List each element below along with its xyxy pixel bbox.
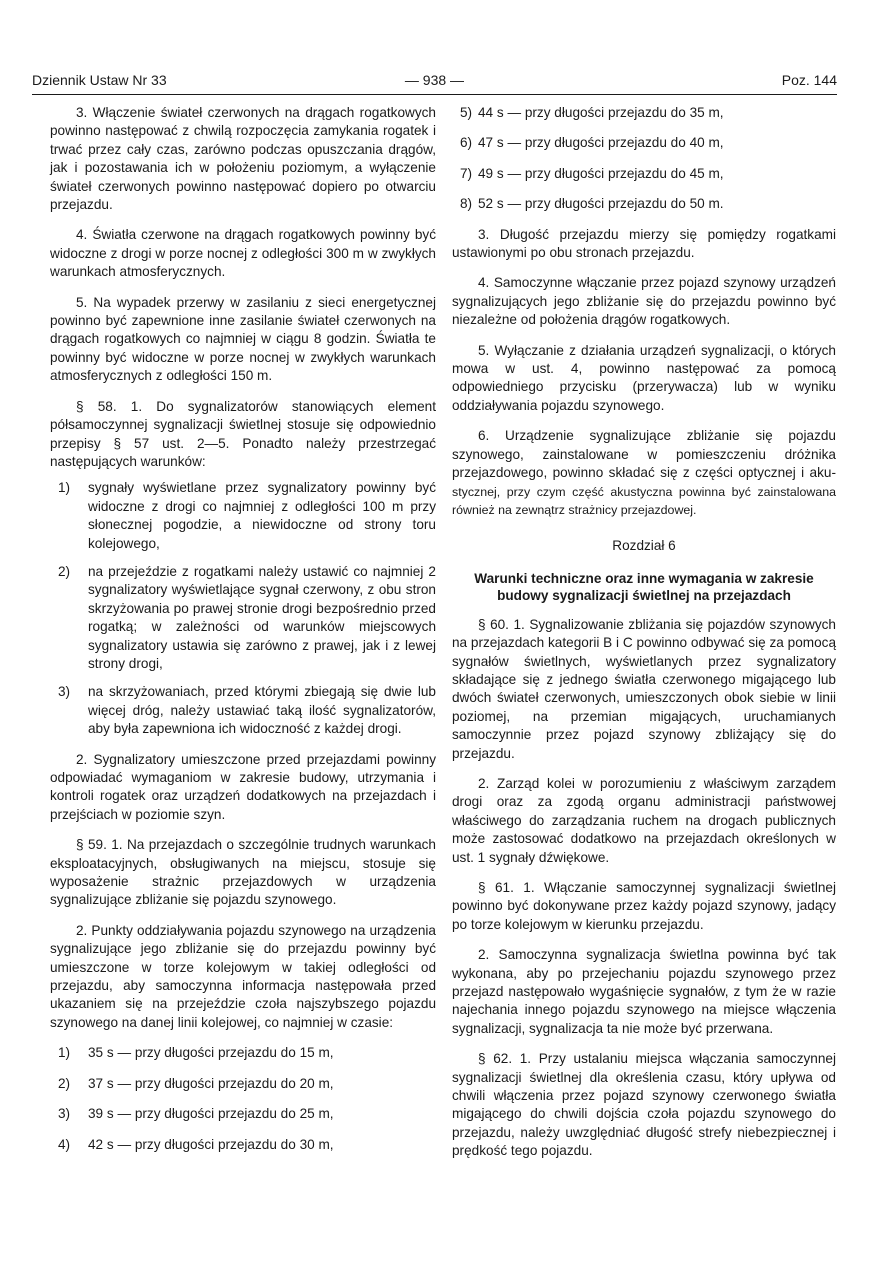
chapter-number: Rozdział 6 bbox=[612, 538, 676, 554]
list-item bbox=[50, 683, 436, 738]
list-number: 5) bbox=[460, 105, 473, 120]
section-paragraph: § 59. 1. Na przejazdach o szczególnie trudnych warunkach eksploatacyjnych, obsługiwanych na miejscu, stosuje się wyposażenie strażnic przejazdowych w urządzenia sygnalizujące zbliżanie się pojazdu szynowego. bbox=[50, 837, 436, 908]
list-number: 7) bbox=[460, 165, 473, 181]
list-text: 44 s — przy długości przejazdu do 35 m, bbox=[478, 105, 724, 120]
list-text: 49 s — przy długości przejazdu do 45 m, bbox=[478, 165, 724, 181]
list-number: 3) bbox=[58, 684, 71, 700]
list-number: 8) bbox=[460, 196, 473, 212]
paragraph bbox=[452, 427, 836, 519]
section-paragraph: § 60. 1. Sygnalizowanie zbliżania się pojazdów szynowych na przejazdach kategorii B i C powinno odbywać się za pomocą sygnałów świetlnych, wyświetlanych przez sygnalizatory składające się z jednego światła czerwonego migającego lub dwóch świateł czerwonych, umieszczonych obok siebie w linii poziomej, na przemian migających, uruchamianych samoczynnie przez pojazd szynowy zbliżający się do przejazdu. bbox=[452, 616, 836, 761]
list-number: 3) bbox=[58, 1106, 71, 1122]
list-number: 1) bbox=[58, 480, 71, 496]
page-header bbox=[32, 71, 837, 93]
time-item bbox=[452, 195, 836, 213]
paragraph: 3. Długość przejazdu mierzy się pomiędzy rogatkami ustawionymi po obu stronach przejazdu. bbox=[452, 226, 836, 261]
list-item bbox=[50, 563, 436, 673]
paragraph-part-small: stycznej, przy czym część akustyczna powinna być zainstalowana również na zewnątrz strażnicy przejazdowej. bbox=[452, 484, 836, 517]
right-column bbox=[452, 104, 836, 1161]
list-text: na przejeździe z rogatkami należy ustawić co najmniej 2 sygnalizatory wyświetlające sygnał czerwony, z obu stron skrzyżowania po prawej stronie drogi bezpośrednio przed rogatką; w zależności od warunków miejscowych sygnalizatory ustawia się zarówno z prawej, jak i z lewej strony drogi, bbox=[88, 563, 436, 671]
paragraph: 2. Sygnalizatory umieszczone przed przejazdami powinny odpowiadać wymaganiom w zakresie budowy, utrzymania i kontroli rogatek oraz urządzeń dodatkowych na przejazdach i przejściach w poziomie szyn. bbox=[50, 751, 436, 822]
list-number: 2) bbox=[58, 563, 71, 579]
list-item bbox=[50, 479, 436, 553]
paragraph: 5. Wyłączanie z działania urządzeń sygnalizacji, o których mowa w ust. 4, powinno następować za pomocą odpowiedniego przycisku (przerywacza) lub w wyniku oddziaływania pojazdu szynowego. bbox=[452, 342, 836, 413]
paragraph: 5. Na wypadek przerwy w zasilaniu z sieci energetycznej powinno być zapewnione inne zasilanie świateł czerwonych na drągach rogatkowych co najmniej w ciągu 8 godzin. Światła te powinny być widoczne w porze nocnej w zwykłych warunkach atmosferycznych z odległości 150 m. bbox=[50, 294, 436, 384]
time-item bbox=[452, 165, 836, 183]
list-text: 42 s — przy długości przejazdu do 30 m, bbox=[88, 1136, 334, 1152]
list-text: na skrzyżowaniach, przed którymi zbiegają się dwie lub więcej dróg, należy ustawiać taką ilość sygnalizatorów, aby była zapewniona ich widoczność z każdej drogi. bbox=[88, 684, 436, 737]
paragraph: 2. Samoczynna sygnalizacja świetlna powinna być tak wykonana, aby po przejechaniu pojazdu szynowego przez przejazd następowało wygaśnięcie sygnałów, z tym że w razie najechania innego pojazdu szynowego na miejsce włączenia sygnalizacji, sygnalizacja ta nie może być przerwana. bbox=[452, 947, 836, 1036]
paragraph: 4. Samoczynne włączanie przez pojazd szynowy urządzeń sygnalizujących jego zbliżanie się do przejazdu powinno być niezależne od położenia drągów rogatkowych. bbox=[452, 275, 836, 328]
time-item bbox=[452, 104, 836, 122]
section-paragraph: § 62. 1. Przy ustalaniu miejsca włączania samoczynnej sygnalizacji świetlnej dla określenia czasu, który upływa od chwili włączenia przez pojazd szynowy czerwonego światła migającego do chwili dojścia czoła pojazdu szynowego do przejazdu, należy uwzględniać długość strefy niebezpiecznej i prędkość tego pojazdu. bbox=[452, 1051, 836, 1159]
list-text: 52 s — przy długości przejazdu do 50 m. bbox=[478, 196, 724, 212]
time-item bbox=[50, 1136, 436, 1154]
time-item bbox=[50, 1075, 436, 1093]
list-text: 37 s — przy długości przejazdu do 20 m, bbox=[88, 1075, 334, 1091]
header-rule bbox=[32, 94, 837, 95]
list-number: 4) bbox=[58, 1136, 71, 1152]
left-column bbox=[50, 104, 436, 1154]
position-number: Poz. 144 bbox=[781, 72, 837, 88]
list-number: 2) bbox=[58, 1075, 71, 1091]
list-text: 39 s — przy długości przejazdu do 25 m, bbox=[88, 1106, 334, 1122]
journal-title: Dziennik Ustaw Nr 33 bbox=[32, 72, 167, 88]
list-text: 47 s — przy długości przejazdu do 40 m, bbox=[478, 135, 724, 151]
paragraph: 2. Zarząd kolei w porozumieniu z właściwym zarządem drogi oraz za zgodą organu administracji państwowej właściwego do zarządzania ruchem na drogach publicznych może zastosować dodatkowo na przejazdach określonych w ust. 1 sygnały dźwiękowe. bbox=[452, 775, 836, 865]
page-number: — 938 — bbox=[404, 72, 465, 88]
paragraph: 4. Światła czerwone na drągach rogatkowych powinny być widoczne z drogi w porze nocnej z odległości 300 m w zwykłych warunkach atmosferycznych. bbox=[50, 227, 436, 280]
list-text: 35 s — przy długości przejazdu do 15 m, bbox=[88, 1045, 334, 1061]
section-paragraph: § 58. 1. Do sygnalizatorów stanowiących element półsamoczynnej sygnalizacji świetlnej stosuje się odpowiednio przepisy § 57 ust. 2—5. Ponadto należy przestrzegać następujących warunków: bbox=[50, 398, 436, 469]
paragraph-part: 6. Urządzenie sygnalizujące zbliżanie się pojazdu szynowego, zainstalowane w pomieszczeniu dróżnika przejazdowego, powinno składać się z części optycznej i aku- bbox=[452, 428, 836, 481]
paragraph: 2. Punkty oddziaływania pojazdu szynowego na urządzenia sygnalizujące jego zbliżanie się do przejazdu powinny być umieszczone w torze kolejowym w takiej odległości od przejazdu, aby samoczynna informacja następowała przed ukazaniem się na przejeździe czoła najszybszego pojazdu szynowego na danej linii kolejowej, co najmniej w czasie: bbox=[50, 922, 436, 1030]
chapter-title: Warunki techniczne oraz inne wymagania w zakresie budowy sygnalizacji świetlnej na przejazdach bbox=[474, 570, 814, 603]
time-item bbox=[452, 134, 836, 152]
list-text: sygnały wyświetlane przez sygnalizatory powinny być widoczne z drogi co najmniej z odległości 100 m przy słonecznej pogodzie, a niewidoczne od strony toru kolejowego, bbox=[88, 480, 436, 551]
time-item bbox=[50, 1044, 436, 1062]
list-number: 6) bbox=[460, 135, 473, 151]
section-paragraph: § 61. 1. Włączanie samoczynnej sygnalizacji świetlnej powinno być dokonywane przez każdy pojazd szynowy, jadący po torze kolejowym w kierunku przejazdu. bbox=[452, 880, 836, 932]
paragraph: 3. Włączenie świateł czerwonych na drągach rogatkowych powinno następować z chwilą rozpoczęcia zamykania rogatek i trwać przez cały czas, zarówno podczas opuszczania drągów, jak i pozostawania ich w położeniu poziomym, a wyłączenie świateł czerwonych powinno następować dopiero po otwarciu przejazdu. bbox=[50, 105, 436, 213]
time-item bbox=[50, 1105, 436, 1123]
list-number: 1) bbox=[58, 1045, 71, 1061]
